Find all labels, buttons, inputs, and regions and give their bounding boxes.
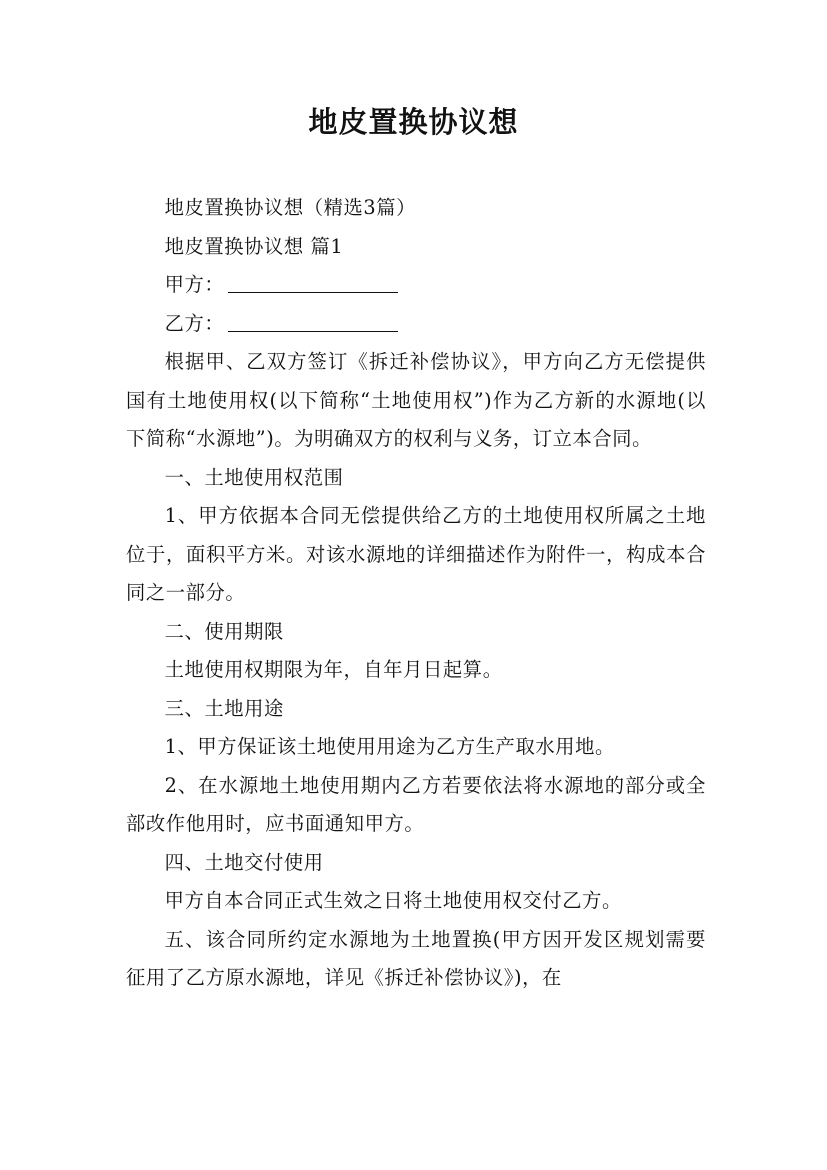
paragraph-clause: 土地使用权期限为年，自年月日起算。 xyxy=(164,658,503,681)
section-heading-4: 四、土地交付使用 xyxy=(164,850,324,874)
party-a-line xyxy=(126,266,706,305)
section-heading-1: 一、土地使用权范围 xyxy=(164,465,344,489)
party-b-label: 乙方： xyxy=(164,311,225,335)
party-b-blank xyxy=(228,330,398,332)
paragraph-clause: 甲方自本合同正式生效之日将土地使用权交付乙方。 xyxy=(164,889,622,912)
paragraph-clause: 2、在水源地土地使用期内乙方若要依法将水源地的部分或全部改作他用时，应书面通知甲方。 xyxy=(126,773,706,835)
party-a-blank xyxy=(228,291,398,293)
section-heading-3: 三、土地用途 xyxy=(164,696,284,720)
paragraph-intro: 地皮置换协议想（精选3篇） xyxy=(164,196,417,219)
document-body xyxy=(126,189,706,998)
party-b-line xyxy=(126,305,706,344)
paragraph-clause: 1、甲方依据本合同无偿提供给乙方的土地使用权所属之土地位于，面积平方米。对该水源地的详细描述作为附件一，构成本合同之一部分。 xyxy=(126,504,706,604)
paragraph-clause: 1、甲方保证该土地使用用途为乙方生产取水用地。 xyxy=(164,735,615,758)
section-heading-2: 二、使用期限 xyxy=(164,619,284,643)
paragraph-preamble: 根据甲、乙双方签订《拆迁补偿协议》，甲方向乙方无偿提供国有土地使用权(以下简称“土地使用权”)作为乙方新的水源地(以下简称“水源地”)。为明确双方的权利与义务，订立本合同。 xyxy=(126,350,706,450)
paragraph-clause: 五、该合同所约定水源地为土地置换(甲方因开发区规划需要征用了乙方原水源地，详见《拆迁补偿协议》)，在 xyxy=(126,927,706,989)
document-title: 地皮置换协议想 xyxy=(308,105,519,139)
paragraph-part-heading: 地皮置换协议想 篇1 xyxy=(164,234,344,258)
party-a-label: 甲方： xyxy=(164,273,225,296)
